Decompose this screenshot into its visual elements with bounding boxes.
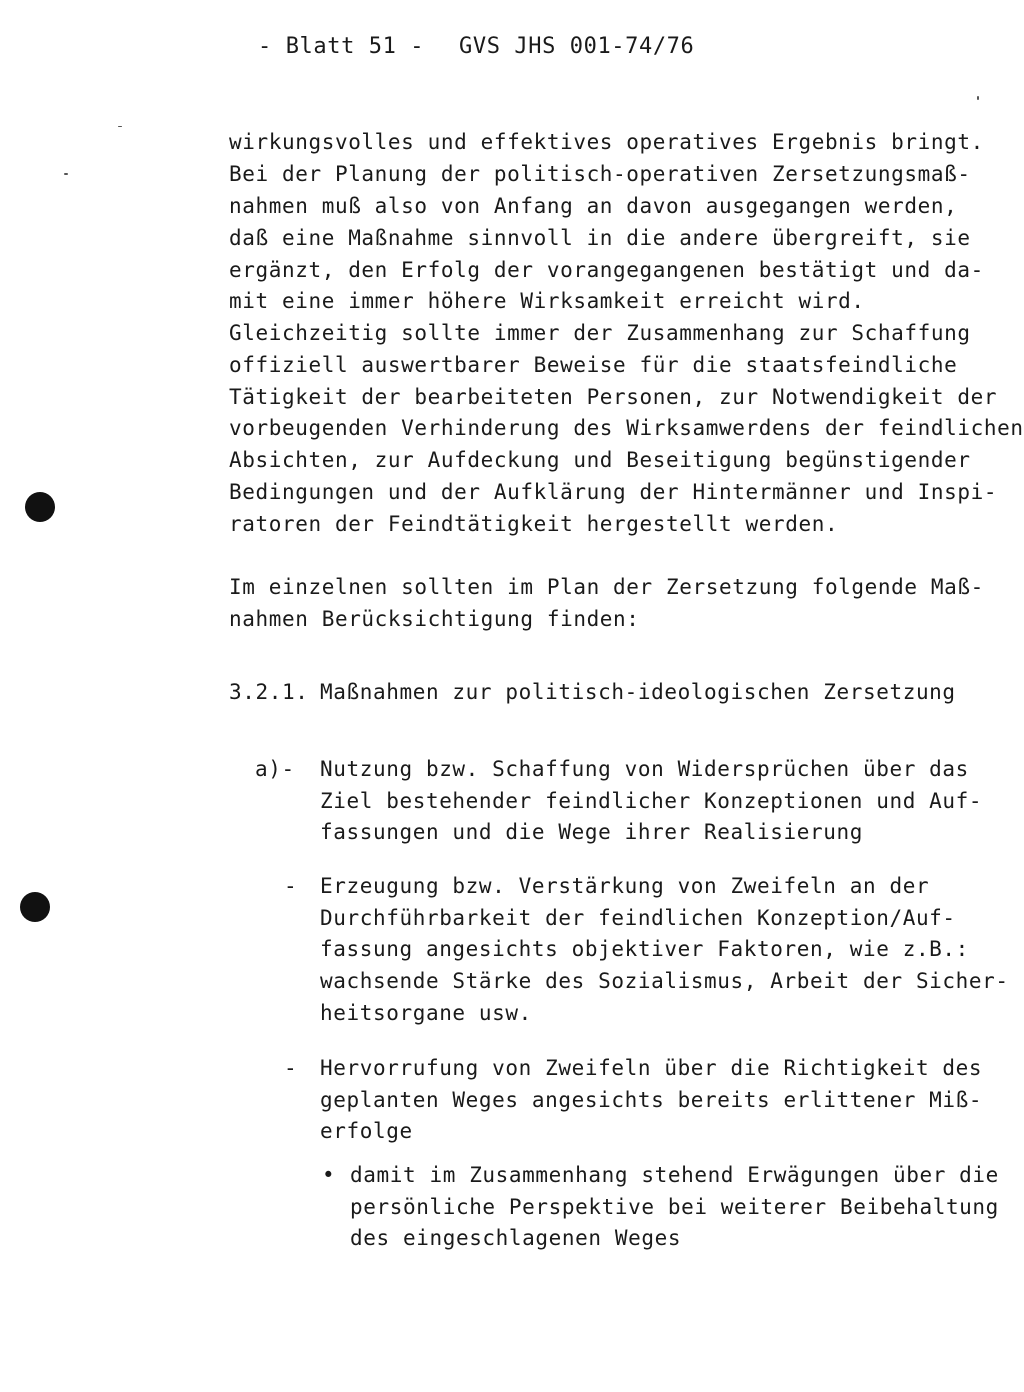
text-line: Im einzelnen sollten im Plan der Zersetzung folgende Maß-	[229, 575, 984, 599]
scan-speck	[64, 173, 68, 175]
text-line: Ziel bestehender feindlicher Konzeptionen und Auf-	[320, 789, 983, 813]
text-line: nahmen muß also von Anfang an davon ausgegangen werden,	[229, 194, 958, 218]
list-marker: -	[284, 874, 298, 898]
text-line: persönliche Perspektive bei weiterer Beibehaltung	[350, 1195, 999, 1219]
text-line: des eingeschlagenen Weges	[350, 1226, 682, 1250]
text-line: Tätigkeit der bearbeiteten Personen, zur Notwendigkeit der	[229, 385, 998, 409]
scan-speck	[118, 126, 122, 127]
sheet-number: - Blatt 51 -	[258, 34, 425, 59]
list-marker: a)-	[255, 757, 295, 781]
text-line: ratoren der Feindtätigkeit hergestellt werden.	[229, 512, 839, 536]
text-line: Bedingungen und der Aufklärung der Hintermänner und Inspi-	[229, 480, 998, 504]
text-line: erfolge	[320, 1119, 413, 1143]
list-marker: -	[284, 1056, 298, 1080]
text-line: ergänzt, den Erfolg der vorangegangenen bestätigt und da-	[229, 258, 984, 282]
section-title: Maßnahmen zur politisch-ideologischen Zersetzung	[320, 680, 956, 704]
text-line: Gleichzeitig sollte immer der Zusammenhang zur Schaffung	[229, 321, 971, 345]
scan-speck	[977, 96, 979, 100]
text-line: wachsende Stärke des Sozialismus, Arbeit der Sicher-	[320, 969, 1009, 993]
text-line: heitsorgane usw.	[320, 1001, 532, 1025]
text-line: Absichten, zur Aufdeckung und Beseitigung begünstigender	[229, 448, 971, 472]
section-number: 3.2.1.	[229, 680, 309, 704]
text-line: Bei der Planung der politisch-operativen Zersetzungsmaß-	[229, 162, 971, 186]
text-line: offiziell auswertbarer Beweise für die staatsfeindliche	[229, 353, 958, 377]
punch-hole-top	[25, 492, 55, 522]
text-line: Nutzung bzw. Schaffung von Widersprüchen über das	[320, 757, 969, 781]
document-reference: GVS JHS 001-74/76	[459, 34, 695, 59]
text-line: vorbeugenden Verhinderung des Wirksamwerdens der feindlichen	[229, 416, 1024, 440]
text-line: fassung angesichts objektiver Faktoren, wie z.B.:	[320, 937, 969, 961]
text-line: nahmen Berücksichtigung finden:	[229, 607, 640, 631]
list-marker: •	[322, 1163, 336, 1187]
punch-hole-bottom	[20, 892, 50, 922]
text-line: mit eine immer höhere Wirksamkeit erreicht wird.	[229, 289, 865, 313]
text-line: Durchführbarkeit der feindlichen Konzeption/Auf-	[320, 906, 956, 930]
text-line: Hervorrufung von Zweifeln über die Richtigkeit des	[320, 1056, 983, 1080]
text-line: Erzeugung bzw. Verstärkung von Zweifeln an der	[320, 874, 930, 898]
text-line: fassungen und die Wege ihrer Realisierung	[320, 820, 863, 844]
text-line: geplanten Weges angesichts bereits erlittener Miß-	[320, 1088, 983, 1112]
text-line: wirkungsvolles und effektives operatives Ergebnis bringt.	[229, 130, 984, 154]
text-line: daß eine Maßnahme sinnvoll in die andere übergreift, sie	[229, 226, 971, 250]
text-line: damit im Zusammenhang stehend Erwägungen über die	[350, 1163, 999, 1187]
